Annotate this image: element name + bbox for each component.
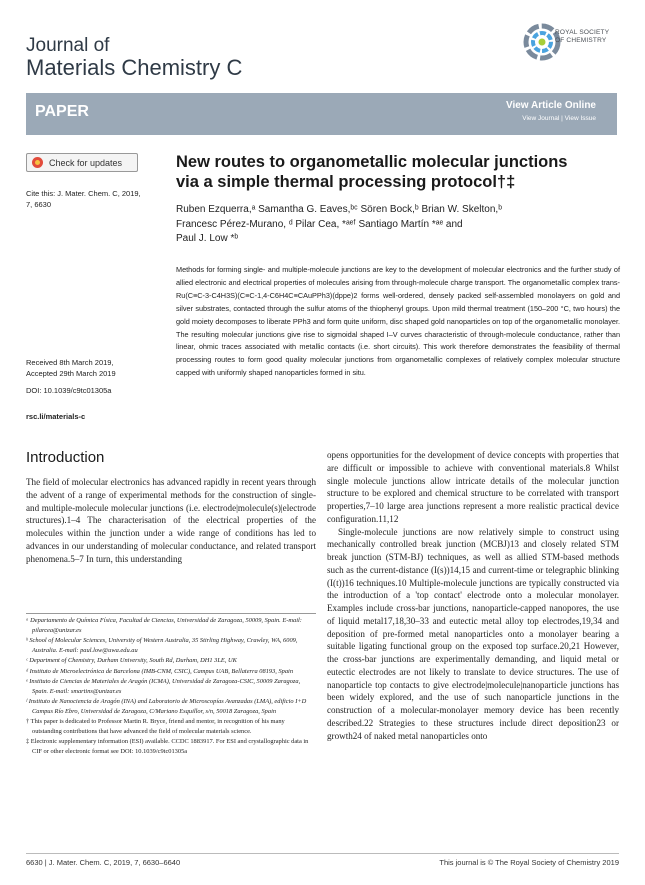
- affiliation-item: ᵇ School of Molecular Sciences, University of Western Australia, 35 Stirling Highway, Crawley, WA, 6009, Australia. E-mail: paul.low@uwa.edu.au: [26, 637, 298, 654]
- rsc-wordmark-line1: ROYAL SOCIETY: [555, 29, 610, 36]
- affiliation-item: ᶜ Department of Chemistry, Durham University, South Rd, Durham, DH1 3LE, UK: [26, 657, 237, 664]
- rsc-wordmark-line2: OF CHEMISTRY: [555, 37, 607, 44]
- affiliation-item: ᵈ Instituto de Microelectrónica de Barcelona (IMB-CNM, CSIC), Campus UAB, Bellaterra 08193, Spain: [26, 667, 294, 675]
- article-title: [176, 152, 620, 192]
- author-line: Ruben Ezquerra,ᵃ Samantha G. Eaves,ᵇᶜ Sören Bock,ᵇ Brian W. Skelton,ᵇ: [176, 204, 502, 215]
- check-for-updates-label: Check for updates: [49, 157, 123, 168]
- journal-url-link[interactable]: rsc.li/materials-c: [26, 412, 86, 421]
- author-line: Francesc Pérez-Murano, ᵈ Pilar Cea, *ᵃᵉᶠ Santiago Martín *ᵃᵉ and: [176, 218, 463, 230]
- author-list: [176, 203, 606, 247]
- journal-title-line1: Journal of: [26, 35, 110, 56]
- intro-paragraph: The field of molecular electronics has advanced rapidly in recent years through the advent of a range of experimental methods for the construction of single- and multiple-molecule molecular junctions (i.e. electrode|molecule(s)|electrode structures).1–4 The characterisation of the electrical properties of the molecules within the junction under a wide range of conditions has led to advances in our understanding of molecular conductance, and related transport phenomena.5–7 In turn, this understanding: [26, 477, 316, 564]
- section-heading-introduction: Introduction: [26, 449, 105, 466]
- intro-paragraph: Single-molecule junctions are now relatively simple to construct using mechanically controlled break junction (MCBJ)13 and closely related STM break junction (STM-BJ) techniques, as well as allied STM-based methods such as the current-distance (I(s))14,15 and current-time or telegraphic blinking (I(t))16 techniques.10 Multiple-molecule junctions are typically constructed via the introduction of a 'top contact' electrode onto a molecular monolayer. Examples include cross-bar junctions, nanoparticle-capped nanopores, the use of liquid metal17,18,30–33 and eutectic metal alloy top electrodes,19,34 and deposition of pre-formed metal nanoparticles onto a monolayer bearing a suitable ligating functional group on the exposed top surface.20,21 However, the cross-bar junctions are experimentally demanding, and liquid metal or eutectic electrodes are not likely to translate to device structures. The use of nanoparticle top contacts to give electrode|molecule|nanoparticle junctions has been widely explored, and the use of such nanoparticle junctions in the construction of a molecular-monolayer memory device has been recently described.22 Strategies to these structures include direct deposition23 or growth24 of naked metal nanoparticles onto: [327, 526, 619, 741]
- journal-title: [26, 35, 242, 79]
- footer-divider: [26, 853, 619, 854]
- citation-line2: 7, 6630: [26, 199, 52, 209]
- paper-header-bar: [26, 93, 617, 135]
- header-link-separator: |: [559, 115, 565, 122]
- received-dates: [26, 358, 116, 379]
- affiliations: [26, 616, 316, 757]
- doi-link[interactable]: DOI: 10.1039/c9tc01305a: [26, 386, 112, 395]
- rsc-wordmark: [555, 29, 609, 45]
- footer-copyright: This journal is © The Royal Society of Chemistry 2019: [439, 858, 619, 867]
- article-title-line2: via a simple thermal processing protocol†‡: [176, 173, 516, 191]
- citation-line1: Cite this: J. Mater. Chem. C, 2019,: [26, 189, 141, 198]
- footer-page-citation: 6630 | J. Mater. Chem. C, 2019, 7, 6630–6640: [26, 858, 181, 867]
- article-title-line1: New routes to organometallic molecular junctions: [176, 153, 568, 171]
- header-links: [522, 115, 596, 122]
- intro-column-right: [327, 449, 619, 742]
- view-article-online-link[interactable]: View Article Online: [505, 100, 596, 111]
- affiliation-item: ᵉ Instituto de Ciencias de Materiales de Aragón (ICMA), Universidad de Zaragoza-CSIC, 50009 Zaragoza, Spain. E-mail: smartins@unizar.es: [26, 678, 301, 695]
- check-for-updates-button[interactable]: [26, 153, 138, 172]
- crossmark-icon: [32, 157, 43, 168]
- journal-title-line2: Materials Chemistry C: [26, 55, 243, 80]
- accepted-date: Accepted 29th March 2019: [26, 368, 116, 378]
- intro-paragraph: opens opportunities for the development of device concepts with properties that are difficult or impossible to achieve with conventional materials.8 Whilst single molecule junctions allow intricate details of the molecular junction structure to be explored and chemical structure to be correlated with transport properties,7–10 large area junctions represent a more realistic practical device configuration.11,12: [327, 450, 619, 524]
- affiliation-item: ᶠ Instituto de Nanociencia de Aragón (INA) and Laboratorio de Microscopías Avanzadas (LMA), edificio I+D Campus Río Ebro, Universidad de Zaragoza, C/Mariano Esquillor, s/n, 50018 Zaragoza, Spain: [26, 698, 307, 715]
- received-date: Received 8th March 2019,: [26, 358, 114, 367]
- citation: [26, 189, 141, 210]
- abstract: Methods for forming single- and multiple-molecule junctions are key to the development of molecular electronics and the further study of allied electronic and electrical properties of molecules arising from through-molecule charge transport. The organometallic complex trans-Ru(C≡C-3-C4H3S)(C≡C-1,4-C6H4C≡CAuPPh3)(dppe)2 forms well-ordered, densely packed self-assembled monolayers on gold and silver substrates, contacted through the sulfur atoms of the thiophenyl groups. Upon mild thermal treatment (150–200 °C, two hours) the gold moiety decomposes to liberate PPh3 and form quite uniform, disc shaped gold nanoparticles on top of the organometallic monolayer. The resulting molecular junctions give rise to sigmoidal shaped I–V curves characteristic of through-molecule conductance, rather than linear, ohmic traces associated with metallic contacts (i.e. short circuits). This work therefore demonstrates the feasibility of thermal processing routes to form good quality molecular junctions from organometallic complexes of relatively complex molecular structure capped with uniformly shaped nanoparticles formed in situ.: [176, 265, 620, 378]
- view-issue-link[interactable]: View Issue: [564, 115, 596, 122]
- esi-note: ‡ Electronic supplementary information (ESI) available. CCDC 1883917. For ESI and crystallographic data in CIF or other electronic format see DOI: 10.1039/c9tc01305a: [26, 738, 309, 755]
- affiliation-item: ᵃ Departamento de Química Física, Facultad de Ciencias, Universidad de Zaragoza, 50009, Spain. E-mail: pilarcea@unizar.es: [26, 617, 302, 634]
- footnote-divider: [26, 613, 316, 614]
- view-journal-link[interactable]: View Journal: [522, 115, 560, 122]
- author-line: Paul J. Low *ᵇ: [176, 233, 239, 244]
- intro-column-left: [26, 476, 316, 565]
- dedication-note: † This paper is dedicated to Professor Martin R. Bryce, friend and mentor, in recognition of his many outstanding contributions that have advanced the field of molecular materials science.: [26, 718, 285, 735]
- paper-type-label: PAPER: [35, 103, 89, 120]
